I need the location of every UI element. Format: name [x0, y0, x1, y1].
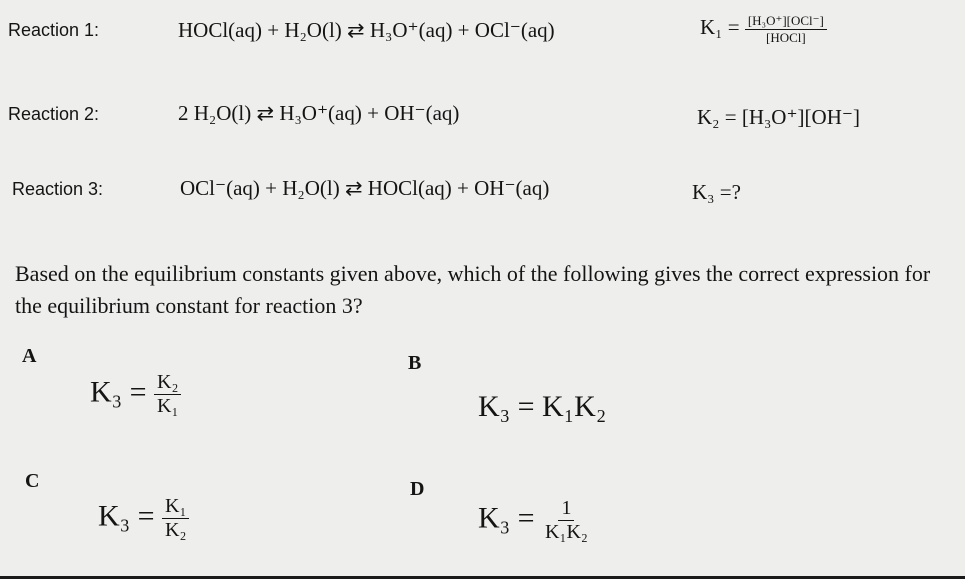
- option-d-fraction: [542, 498, 591, 543]
- option-a-denominator: K₁: [157, 395, 179, 417]
- option-c-expression: [98, 496, 189, 541]
- reaction-3-k-expression: K₃ =?: [692, 180, 741, 204]
- option-a-fraction: [154, 372, 181, 417]
- option-c-numerator: K₁: [162, 496, 189, 519]
- option-c-lhs: K₃ =: [98, 499, 155, 533]
- option-a-expression: [90, 372, 181, 417]
- k1-numerator: [H₃O⁺][OCl⁻]: [745, 14, 827, 30]
- option-a-lhs: K₃ =: [90, 375, 147, 409]
- option-d-denominator: K₁K₂: [545, 521, 588, 543]
- option-a-letter: A: [22, 345, 37, 367]
- k1-fraction: [745, 14, 827, 44]
- k1-lhs: K₁ =: [700, 14, 740, 39]
- option-b-expression: K₃ = K₁K₂: [478, 390, 607, 423]
- reaction-1-k-expression: [700, 14, 827, 44]
- reaction-1-label: Reaction 1:: [8, 20, 100, 40]
- option-b-letter: B: [408, 352, 422, 374]
- reaction-3-label: Reaction 3:: [12, 179, 104, 199]
- reaction-2-label: Reaction 2:: [8, 104, 100, 124]
- option-d-expression: [478, 498, 591, 543]
- option-d-numerator: 1: [558, 498, 574, 521]
- option-d-lhs: K₃ =: [478, 501, 535, 535]
- reaction-3-equation: OCl⁻(aq) + H₂O(l) ⇄ HOCl(aq) + OH⁻(aq): [180, 176, 550, 200]
- question-text: Based on the equilibrium constants given above, which of the following gives the correct expression for the equilibrium constant for reaction 3?: [15, 261, 931, 318]
- option-c-letter: C: [25, 470, 40, 492]
- k1-denominator: [HOCl]: [766, 29, 806, 45]
- reaction-2-k-expression: K₂ = [H₃O⁺][OH⁻]: [697, 105, 860, 129]
- option-c-fraction: [162, 496, 189, 541]
- option-a-numerator: K₂: [154, 372, 181, 395]
- option-d-letter: D: [410, 478, 425, 500]
- reaction-2-equation: 2 H₂O(l) ⇄ H₃O⁺(aq) + OH⁻(aq): [178, 101, 460, 125]
- option-c-denominator: K₂: [165, 519, 187, 541]
- reaction-1-equation: HOCl(aq) + H₂O(l) ⇄ H₃O⁺(aq) + OCl⁻(aq): [178, 18, 555, 42]
